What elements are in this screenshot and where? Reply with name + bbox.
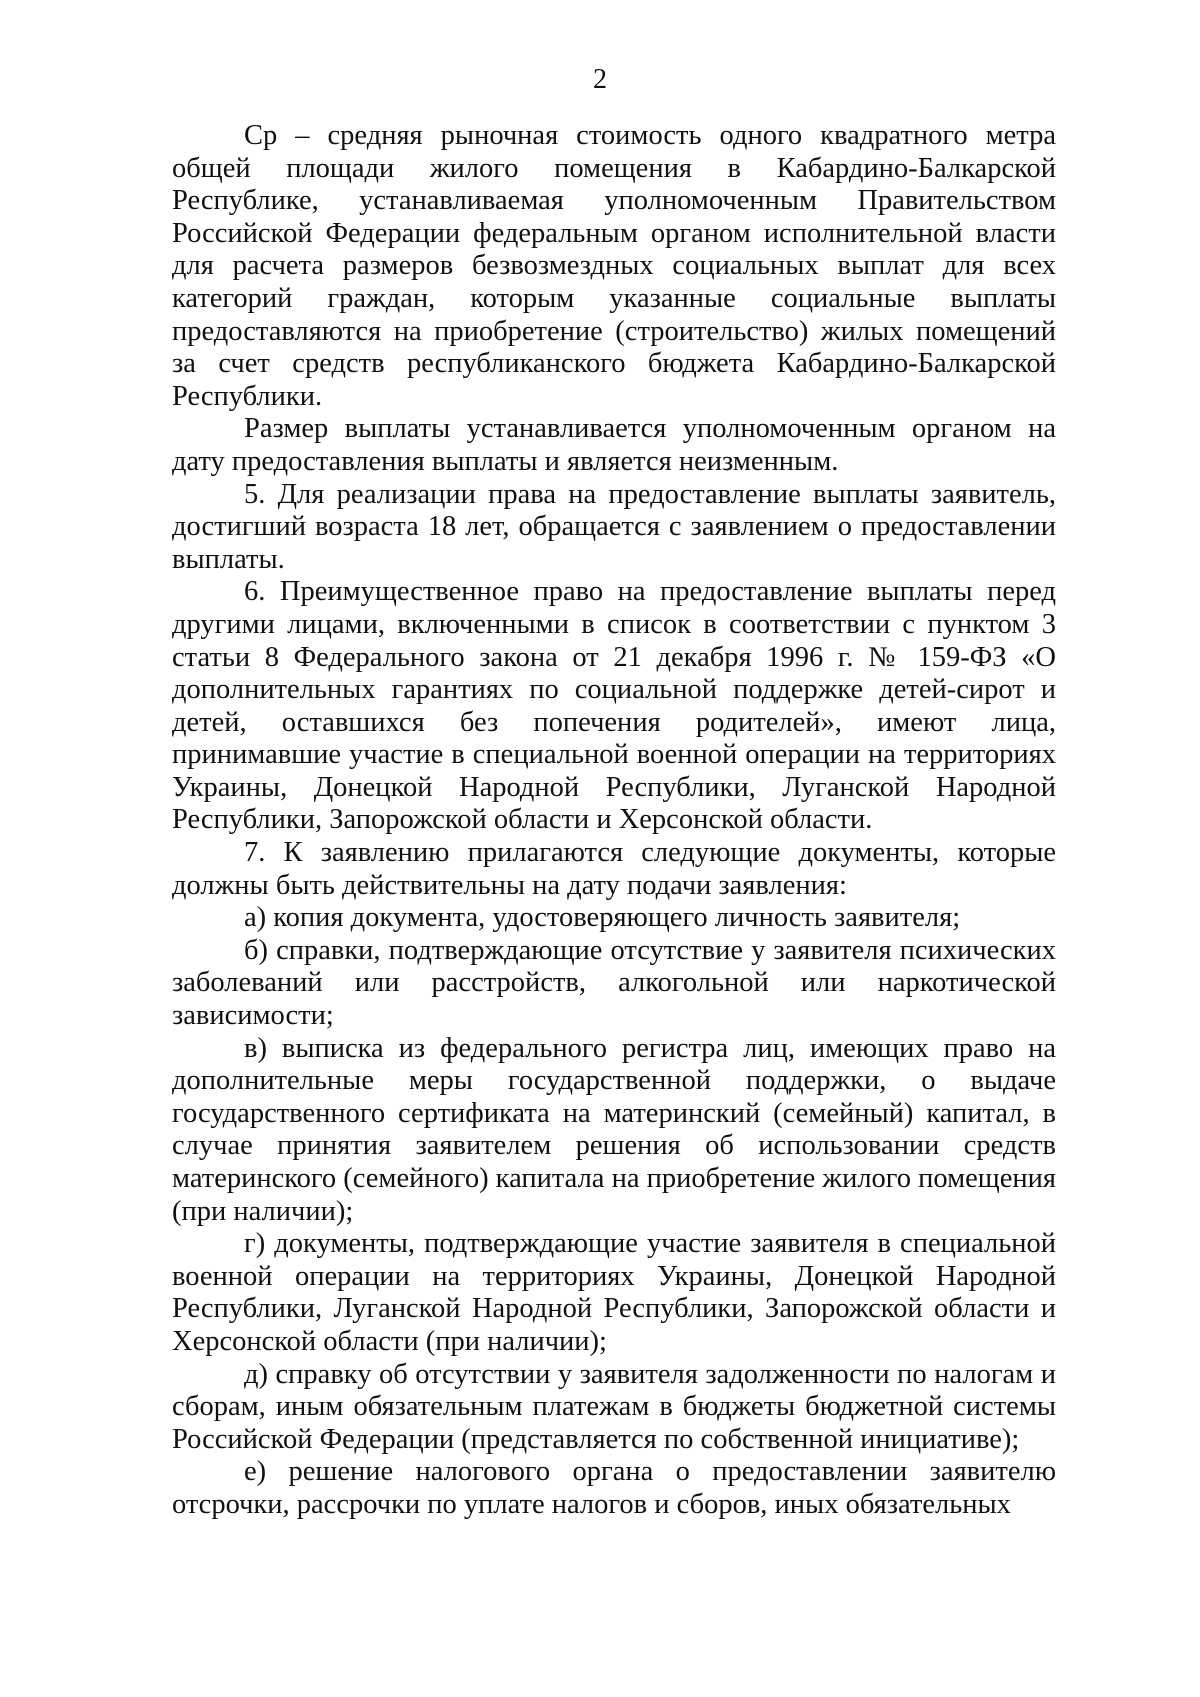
paragraph-item-6: 6. Преимущественное право на предоставление выплаты перед другими лицами, включенными в список в соответствии с пунктом 3 статьи 8 Федерального закона от 21 декабря 1996 г. № 159-ФЗ «О дополнительных гарантиях по социальной поддержке детей-сирот и детей, оставшихся без попечения родителей», имеют лица, принимавшие участие в специальной военной операции на территориях Украины, Донецкой Народной Республики, Луганской Народной Республики, Запорожской области и Херсонской области. <box>172 576 1056 836</box>
list-item-g: г) документы, подтверждающие участие заявителя в специальной военной операции на территориях Украины, Донецкой Народной Республики, Луганской Народной Республики, Запорожской области и Херсонской области (при наличии); <box>172 1228 1056 1357</box>
list-item-e: е) решение налогового органа о предоставлении заявителю отсрочки, рассрочки по уплате налогов и сборов, иных обязательных <box>172 1456 1056 1520</box>
paragraph-sr-definition: Ср – средняя рыночная стоимость одного квадратного метра общей площади жилого помещения в Кабардино-Балкарской Республике, устанавливаемая уполномоченным Правительством Российской Федерации федеральным органом исполнительной власти для расчета размеров безвозмездных социальных выплат для всех категорий граждан, которым указанные социальные выплаты предоставляются на приобретение (строительство) жилых помещений за счет средств республиканского бюджета Кабардино-Балкарской Республики. <box>172 120 1056 412</box>
paragraph-item-5: 5. Для реализации права на предоставление выплаты заявитель, достигший возраста 18 лет, обращается с заявлением о предоставлении выплаты. <box>172 478 1056 575</box>
list-item-a: а) копия документа, удостоверяющего личность заявителя; <box>244 902 961 934</box>
document-body <box>172 120 1056 1522</box>
paragraph-item-7: 7. К заявлению прилагаются следующие документы, которые должны быть действительны на дату подачи заявления: <box>172 837 1056 901</box>
paragraph-payment-amount: Размер выплаты устанавливается уполномоченным органом на дату предоставления выплаты и является неизменным. <box>172 413 1056 477</box>
page-number: 2 <box>593 64 607 95</box>
list-item-v: в) выписка из федерального регистра лиц, имеющих право на дополнительные меры государственной поддержки, о выдаче государственного сертификата на материнский (семейный) капитал, в случае принятия заявителем решения об использовании средств материнского (семейного) капитала на приобретение жилого помещения (при наличии); <box>172 1032 1057 1227</box>
list-item-b: б) справки, подтверждающие отсутствие у заявителя психических заболеваний или расстройств, алкогольной или наркотической зависимости; <box>172 934 1056 1032</box>
list-item-d: д) справку об отсутствии у заявителя задолженности по налогам и сборам, иным обязательным платежам в бюджеты бюджетной системы Российской Федерации (представляется по собственной инициативе); <box>172 1358 1056 1455</box>
